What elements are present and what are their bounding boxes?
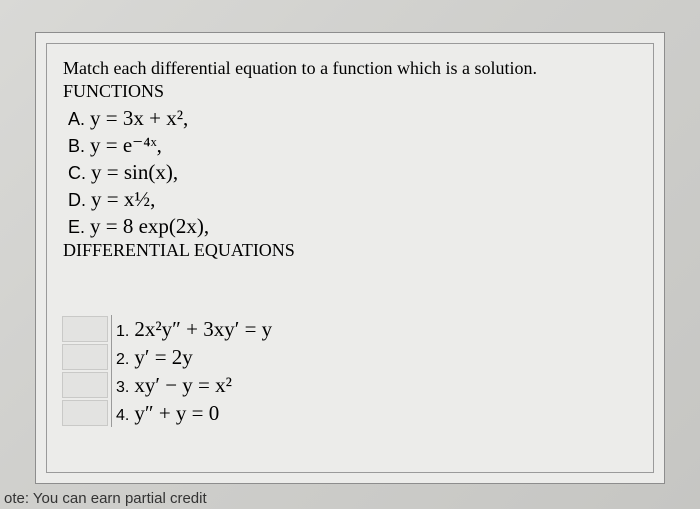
answer-input-3[interactable] [62, 372, 108, 398]
question-card [35, 32, 665, 484]
function-b-expr: y = e⁻⁴ˣ, [90, 133, 162, 157]
equation-row-1 [62, 315, 322, 343]
function-e [68, 214, 209, 239]
equations-heading: DIFFERENTIAL EQUATIONS [63, 240, 295, 260]
function-a [68, 106, 188, 131]
equation-4-number: 4. [116, 407, 130, 424]
function-a-letter: A. [68, 109, 86, 129]
equation-2 [111, 343, 193, 371]
function-b-letter: B. [68, 136, 86, 156]
function-c-expr: y = sin(x), [91, 160, 179, 184]
equation-1-expr: 2x²y″ + 3xy′ = y [134, 317, 273, 341]
function-a-expr: y = 3x + x², [90, 106, 189, 130]
equation-row-3 [62, 371, 322, 399]
equation-3 [111, 371, 232, 399]
footer-note: ote: You can earn partial credit [4, 490, 207, 507]
question-prompt: Match each differential equation to a function which is a solution. [63, 58, 538, 78]
function-d-expr: y = x½, [91, 187, 156, 211]
equation-row-4 [62, 399, 322, 427]
function-d-letter: D. [68, 190, 86, 210]
function-c-letter: C. [68, 163, 86, 183]
function-b [68, 133, 162, 158]
answer-input-1[interactable] [62, 316, 108, 342]
answer-input-4[interactable] [62, 400, 108, 426]
equation-3-expr: xy′ − y = x² [134, 373, 232, 397]
function-e-expr: y = 8 exp(2x), [90, 214, 210, 238]
function-c [68, 160, 178, 185]
equation-4-expr: y″ + y = 0 [134, 401, 220, 425]
equation-row-2 [62, 343, 322, 371]
equation-2-number: 2. [116, 351, 130, 368]
equation-3-number: 3. [116, 379, 130, 396]
equation-2-expr: y′ = 2y [134, 345, 193, 369]
equation-1-number: 1. [116, 323, 130, 340]
equation-4 [111, 399, 219, 427]
functions-heading: FUNCTIONS [63, 81, 165, 101]
equation-1 [111, 315, 272, 343]
answer-input-2[interactable] [62, 344, 108, 370]
function-d [68, 187, 155, 212]
function-e-letter: E. [68, 217, 86, 237]
